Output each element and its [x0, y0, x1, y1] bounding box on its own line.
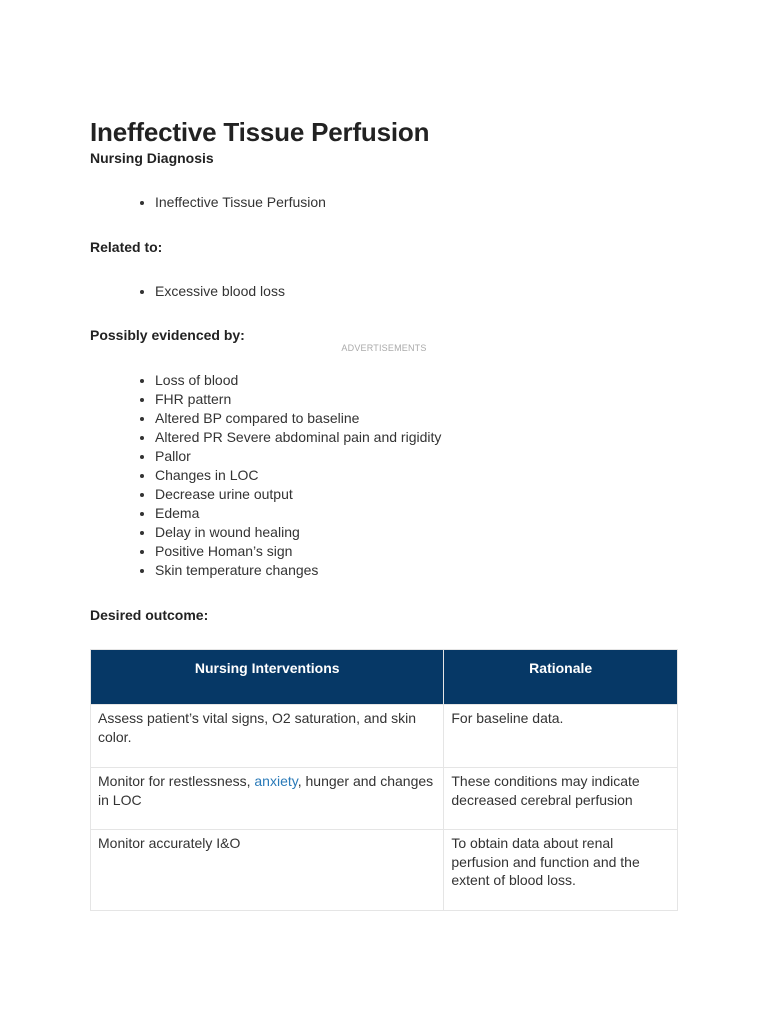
list-item: • Ineffective Tissue Perfusion [155, 193, 326, 212]
intervention-cell: Monitor accurately I&O [91, 830, 444, 911]
list-item: • Excessive blood loss [155, 282, 285, 301]
table-row [91, 768, 678, 830]
related-to-heading: Related to: [90, 239, 163, 255]
list-item: • Altered BP compared to baseline [155, 409, 441, 428]
intervention-text-after: , hunger and changes in LOC [98, 773, 434, 808]
column-header-interventions: Nursing Interventions [91, 650, 444, 705]
list-item: • Changes in LOC [155, 466, 441, 485]
nursing-diagnosis-list [132, 193, 326, 212]
list-item: • FHR pattern [155, 390, 441, 409]
intervention-cell [91, 768, 444, 830]
list-item: • Pallor [155, 447, 441, 466]
advertisement-label: ADVERTISEMENTS [341, 343, 427, 353]
evidenced-by-list [132, 371, 441, 580]
nursing-diagnosis-heading: Nursing Diagnosis [90, 150, 214, 166]
anxiety-link[interactable]: anxiety [254, 773, 298, 789]
intervention-text-before: Monitor for restlessness, [98, 773, 255, 789]
list-item: • Altered PR Severe abdominal pain and rigidity [155, 428, 441, 447]
page-title: Ineffective Tissue Perfusion [90, 117, 430, 147]
list-item: • Delay in wound healing [155, 523, 441, 542]
rationale-cell: For baseline data. [444, 705, 678, 768]
table-row [91, 705, 678, 768]
list-item: • Loss of blood [155, 371, 441, 390]
rationale-cell: To obtain data about renal perfusion and function and the extent of blood loss. [444, 830, 678, 911]
column-header-rationale: Rationale [444, 650, 678, 705]
list-item: • Positive Homan’s sign [155, 542, 441, 561]
evidenced-by-heading: Possibly evidenced by: [90, 327, 245, 343]
interventions-table [90, 649, 678, 911]
related-to-list [132, 282, 285, 301]
table-header-row [91, 650, 678, 705]
intervention-cell: Assess patient’s vital signs, O2 saturation, and skin color. [91, 705, 444, 768]
rationale-cell: These conditions may indicate decreased cerebral perfusion [444, 768, 678, 830]
list-item: • Edema [155, 504, 441, 523]
list-item: • Decrease urine output [155, 485, 441, 504]
desired-outcome-heading: Desired outcome: [90, 607, 209, 623]
list-item: • Skin temperature changes [155, 561, 441, 580]
table-row [91, 830, 678, 911]
